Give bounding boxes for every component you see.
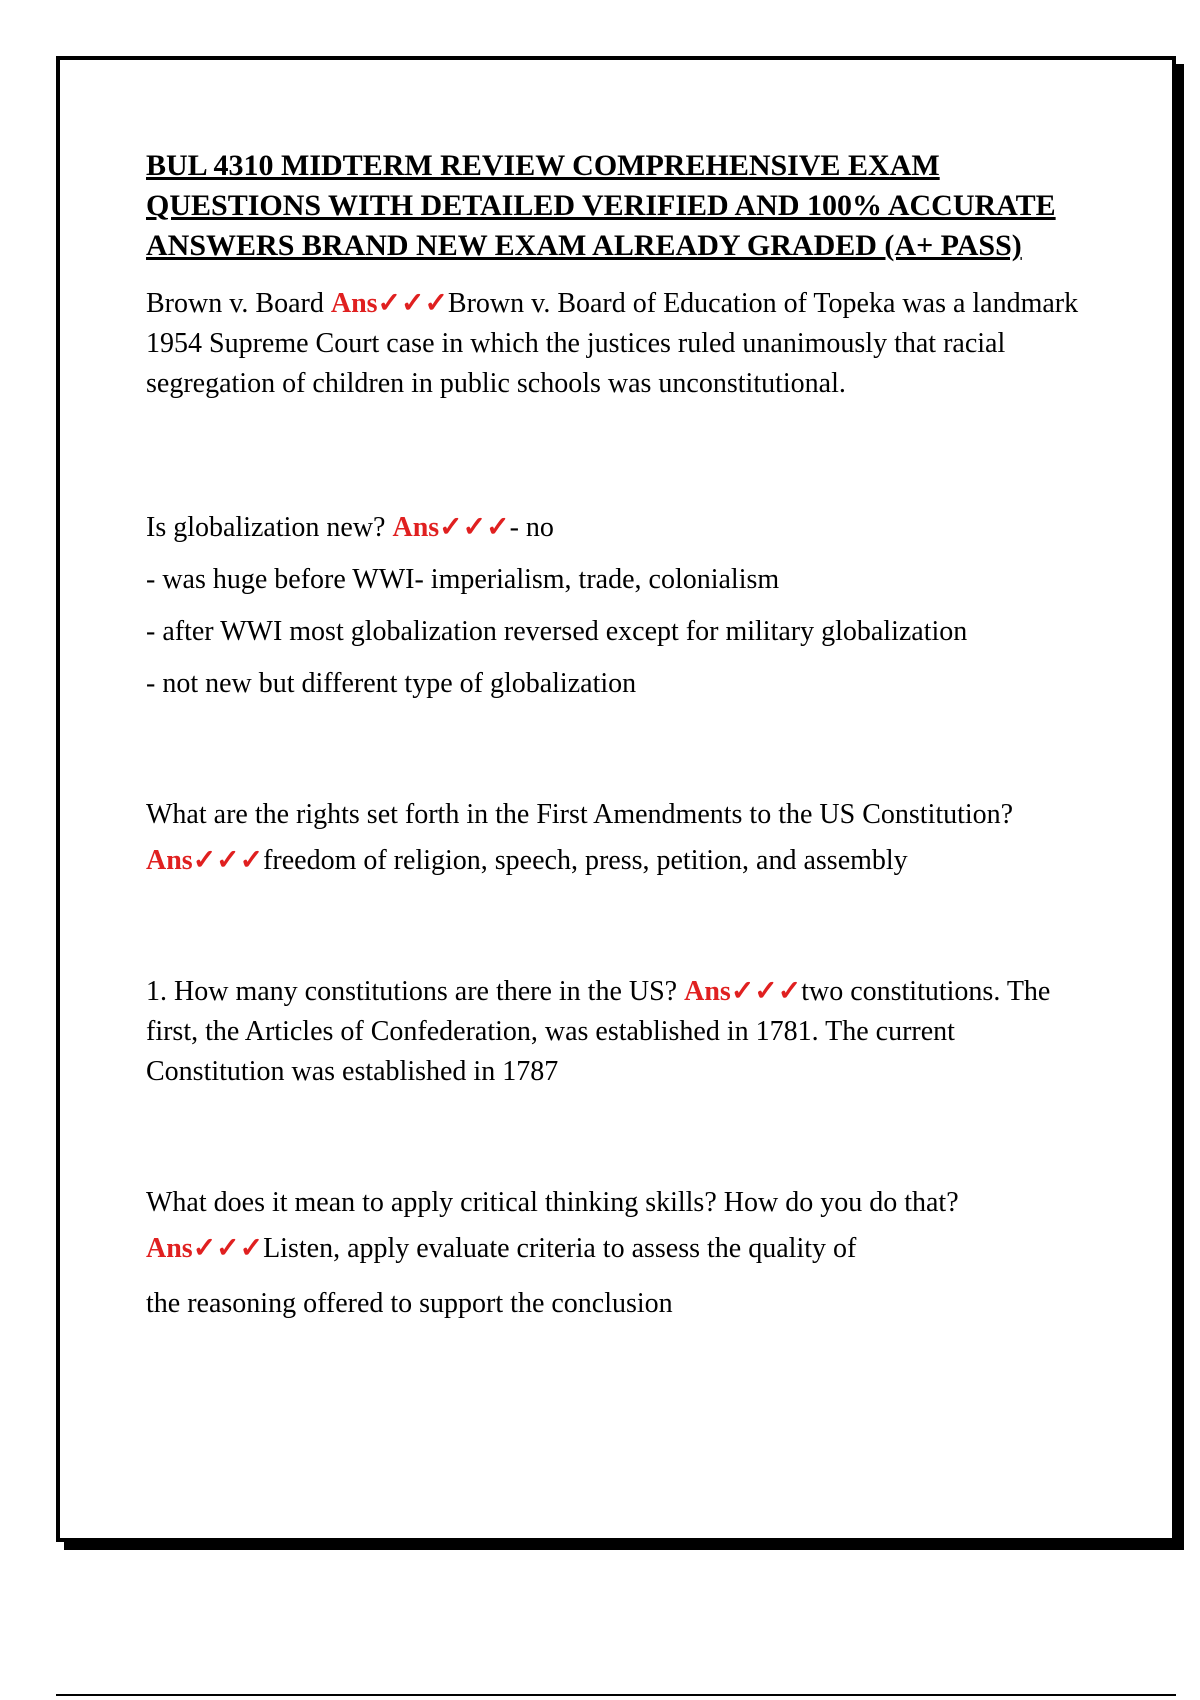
answer-marker: Ans✓✓✓: [146, 1233, 264, 1264]
answer-text: Listen, apply evaluate criteria to assess the quality of: [263, 1233, 857, 1264]
answer-bullet: - after WWI most globalization reversed except for military globalization: [146, 616, 968, 647]
question-text: Brown v. Board: [146, 288, 331, 319]
question-text: Is globalization new?: [146, 512, 393, 543]
answer-text: two constitutions. The first, the Articles of Confederation, was established in 1781. The current Constitution was established in 1787: [146, 976, 1051, 1087]
answer-marker: Ans✓✓✓: [684, 976, 802, 1007]
qa-item-constitutions: [146, 972, 1091, 1092]
qa-item-brown-v-board: [146, 284, 1091, 404]
qa-item-critical-thinking: [146, 1180, 1091, 1272]
document-body: [146, 146, 1091, 1324]
document-title: BUL 4310 MIDTERM REVIEW COMPREHENSIVE EXAM QUESTIONS WITH DETAILED VERIFIED AND 100% ACCURATE ANSWERS BRAND NEW EXAM ALREADY GRADED (A+ PASS): [146, 149, 1056, 262]
question-text: What does it mean to apply critical thinking skills? How do you do that?: [146, 1187, 959, 1218]
answer-marker: Ans✓✓✓: [146, 845, 264, 876]
bottom-rule: [56, 1694, 1176, 1696]
answer-continuation: the reasoning offered to support the conclusion: [146, 1288, 673, 1319]
answer-marker: Ans✓✓✓: [392, 512, 510, 543]
answer-text: - no: [509, 512, 554, 543]
question-text: 1. How many constitutions are there in the US?: [146, 976, 685, 1007]
answer-text: freedom of religion, speech, press, petition, and assembly: [263, 845, 908, 876]
answer-marker: Ans✓✓✓: [330, 288, 448, 319]
qa-item-globalization: [146, 508, 1091, 548]
answer-bullet: - not new but different type of globalization: [146, 668, 637, 699]
answer-text: Brown v. Board of Education of Topeka was a landmark 1954 Supreme Court case in which the justices ruled unanimously that racial segregation of children in public schools was unconstitutional.: [146, 288, 1079, 399]
answer-bullet: - was huge before WWI- imperialism, trade, colonialism: [146, 564, 780, 595]
question-text: What are the rights set forth in the First Amendments to the US Constitution?: [146, 799, 1014, 830]
qa-item-first-amendment: [146, 792, 1091, 884]
